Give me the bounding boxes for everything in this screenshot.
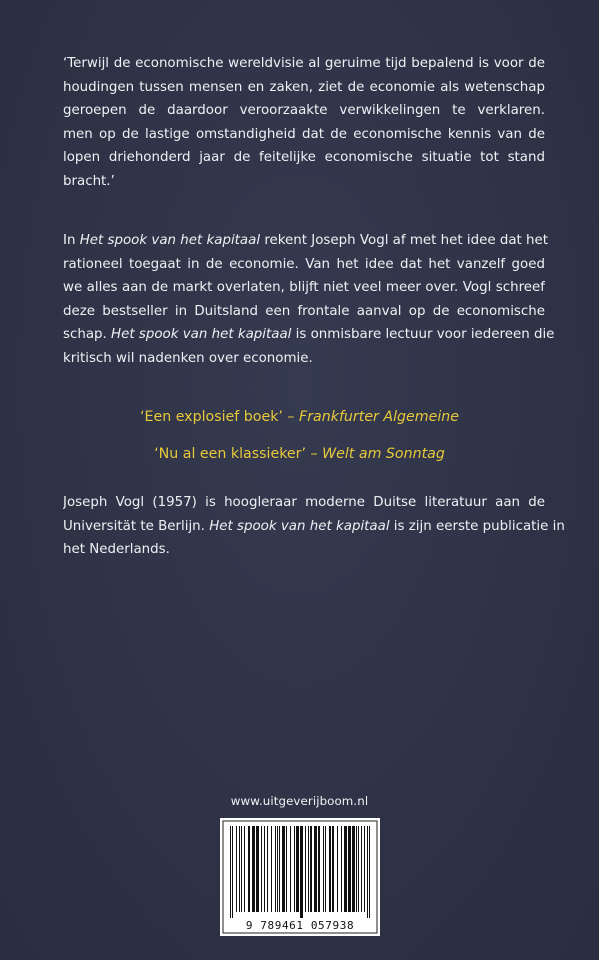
praise-source: Frankfurter Algemeine	[299, 409, 459, 425]
barcode-bar	[286, 826, 287, 912]
description-line: deze bestseller in Duitsland een frontale aanval op de economische	[63, 303, 545, 319]
book-title-italic: Het spook van het kapitaal	[79, 233, 261, 248]
barcode-bar	[305, 826, 306, 912]
barcode-bar	[239, 826, 240, 912]
barcode-bar	[310, 826, 312, 912]
barcode-bar	[358, 826, 359, 912]
barcode-bar	[282, 826, 285, 912]
book-title-italic: Het spook van het kapitaal	[111, 327, 292, 342]
bio-line: Universität te Berlijn. Het spook van het kapitaal is zijn eerste publicatie in	[63, 518, 565, 534]
barcode-bar	[364, 826, 365, 912]
barcode-bar	[279, 826, 280, 912]
isbn-digits: 9 789461 057938	[245, 919, 355, 932]
barcode-bar	[367, 826, 368, 918]
quote-line: bracht.’	[63, 173, 115, 189]
quote-line: ‘Terwijl de economische wereldvisie al geruime tijd bepalend is voor de	[63, 56, 545, 71]
praise-source: Welt am Sonntag	[322, 446, 445, 462]
bio-line: het Nederlands.	[63, 542, 170, 557]
book-title-italic: Het spook van het kapitaal	[209, 518, 390, 534]
praise-quote-2: ‘Nu al een klassieker’ – Welt am Sonntag	[154, 446, 445, 462]
bio-line: Joseph Vogl (1957) is hoogleraar moderne Duitse literatuur aan de	[63, 495, 545, 510]
book-description	[63, 229, 555, 370]
barcode-bar	[325, 826, 326, 912]
barcode-bar	[348, 826, 351, 912]
barcode-bar	[308, 826, 309, 912]
barcode-bar	[318, 826, 320, 912]
barcode-bar	[232, 826, 233, 918]
barcode-bar	[277, 826, 278, 912]
barcode-bar	[248, 826, 250, 912]
barcode-bar	[267, 826, 268, 912]
barcode-bar	[236, 826, 237, 912]
isbn-barcode	[220, 818, 380, 936]
barcode-bar	[314, 826, 317, 912]
author-bio	[63, 491, 565, 562]
barcode-bar	[256, 826, 259, 912]
barcode-bar	[361, 826, 362, 912]
barcode-bar	[300, 826, 303, 918]
barcode-bar	[369, 826, 370, 918]
quote-line: lopen driehonderd jaar de feitelijke economische situatie tot stand	[63, 150, 545, 165]
barcode-bar	[290, 826, 291, 912]
barcode-bar	[261, 826, 262, 912]
barcode-bar	[329, 826, 331, 912]
barcode-bar	[344, 826, 347, 912]
barcode-bar	[296, 826, 299, 912]
description-line: we alles aan de markt overlaten, blijft niet veel meer over. Vogl schreef	[63, 280, 545, 295]
description-line: schap. Het spook van het kapitaal is onmisbare lectuur voor iedereen die	[63, 327, 555, 342]
barcode-bar	[323, 826, 324, 912]
opening-quote	[63, 52, 545, 193]
barcode-bar	[352, 826, 355, 912]
barcode-bar	[341, 826, 342, 912]
barcode-bar	[356, 826, 357, 912]
barcode-bar	[332, 826, 334, 912]
barcode-bar	[271, 826, 272, 912]
barcode-bar	[230, 826, 231, 918]
barcode-bar	[252, 826, 255, 912]
barcode-bar	[244, 826, 245, 912]
barcode-bar	[264, 826, 265, 912]
description-line: rationeel toegaat in de economie. Van het idee dat het vanzelf goed	[63, 256, 545, 272]
barcode-bar	[275, 826, 276, 912]
barcode-bar	[241, 826, 242, 912]
quote-line: houdingen tussen mensen en zaken, ziet de economie als wetenschap	[63, 79, 545, 95]
barcode-bar	[337, 826, 338, 912]
praise-quote-1: ‘Een explosief boek’ – Frankfurter Algemeine	[140, 409, 459, 425]
quote-line: geroepen de daardoor veroorzaakte verwikkelingen te verklaren.	[63, 103, 545, 118]
description-line: In Het spook van het kapitaal rekent Joseph Vogl af met het idee dat het	[63, 233, 549, 248]
barcode-bar	[294, 826, 295, 912]
description-line: kritisch wil nadenken over economie.	[63, 350, 313, 366]
publisher-website: www.uitgeverijboom.nl	[230, 794, 369, 808]
quote-line: men op de lastige omstandigheid dat de economische kennis van de	[63, 126, 545, 142]
